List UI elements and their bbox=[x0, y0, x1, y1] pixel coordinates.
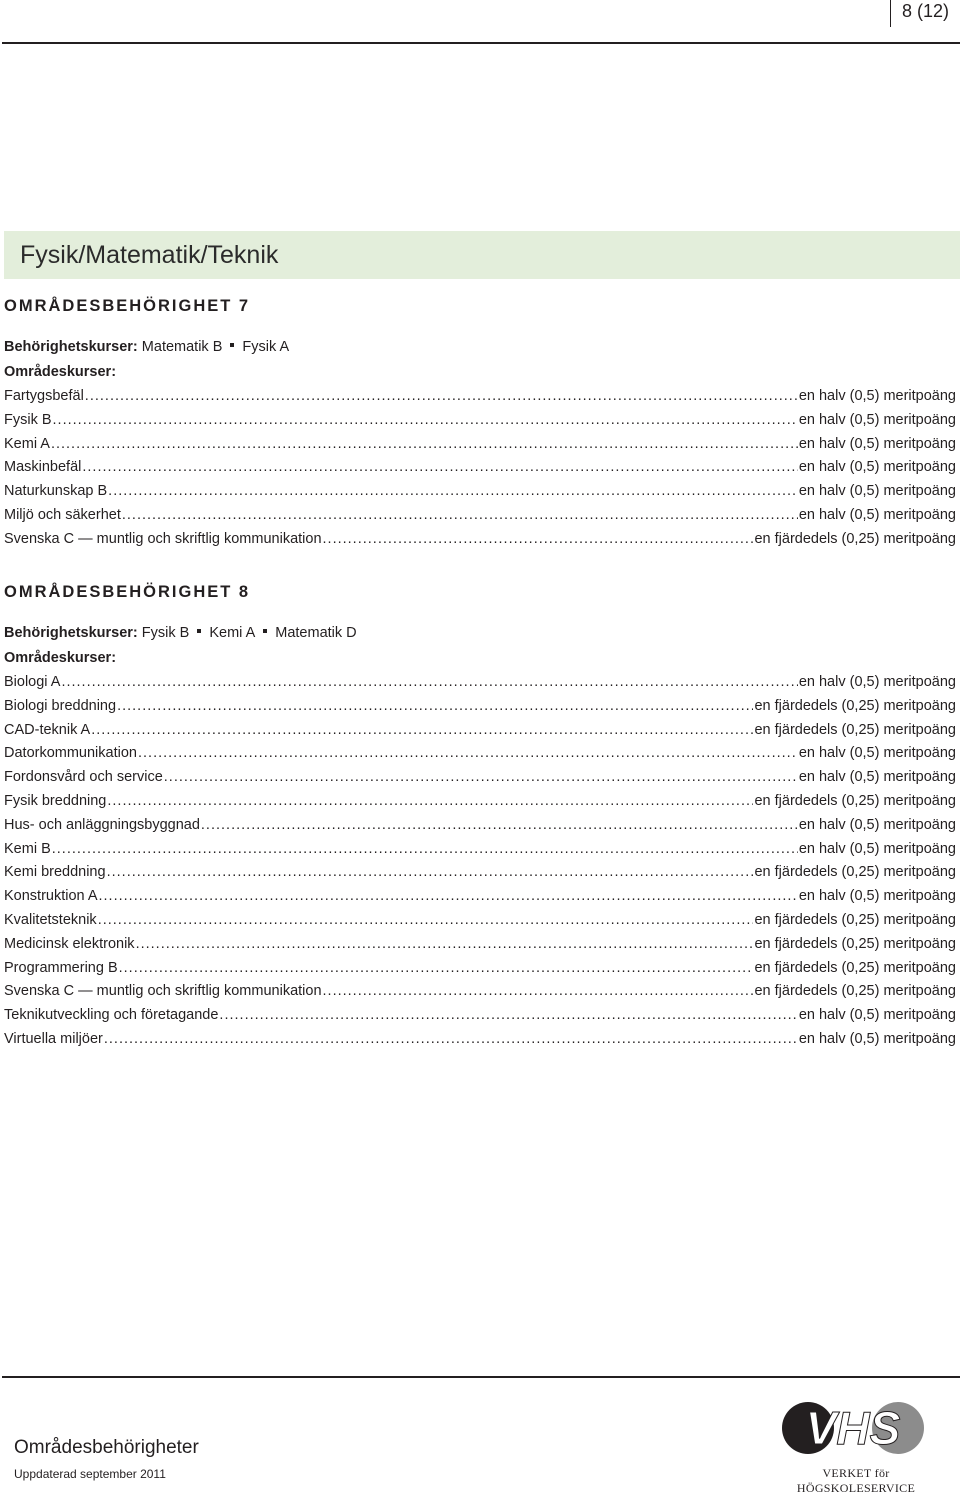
dot-leader bbox=[104, 1028, 798, 1052]
course-row bbox=[4, 790, 956, 814]
course-row bbox=[4, 980, 956, 1004]
omradeskurser-label: Områdeskurser: bbox=[4, 650, 117, 666]
dot-leader bbox=[82, 456, 797, 480]
course-name: CAD-teknik A bbox=[4, 721, 91, 738]
behorighet-course: Matematik B bbox=[141, 339, 223, 355]
section-heading: OMRÅDESBEHÖRIGHET 8 bbox=[4, 583, 251, 601]
behorighetskurser-label: Behörighetskurser: bbox=[4, 625, 138, 641]
merit-value: en fjärdedels (0,25) meritpoäng bbox=[754, 530, 956, 547]
footer-title: Områdesbehörigheter bbox=[14, 1437, 199, 1458]
bottom-rule bbox=[2, 1376, 960, 1378]
course-name: Medicinsk elektronik bbox=[4, 935, 135, 952]
course-name: Programmering B bbox=[4, 959, 118, 976]
course-name: Biologi A bbox=[4, 674, 61, 690]
course-name: Kemi A bbox=[4, 435, 50, 452]
behorighet-course: Kemi A bbox=[209, 625, 256, 641]
dot-leader bbox=[323, 980, 754, 1004]
footer-updated: Uppdaterad september 2011 bbox=[14, 1467, 166, 1481]
merit-value: en fjärdedels (0,25) meritpoäng bbox=[754, 911, 956, 928]
page-number: 8 (12) bbox=[890, 0, 949, 27]
course-name: Maskinbefäl bbox=[4, 459, 82, 476]
course-row bbox=[4, 433, 956, 457]
course-row bbox=[4, 671, 956, 695]
merit-value: en halv (0,5) meritpoäng bbox=[798, 435, 956, 452]
course-list bbox=[4, 385, 956, 552]
merit-value: en halv (0,5) meritpoäng bbox=[798, 769, 956, 786]
section-heading: OMRÅDESBEHÖRIGHET 7 bbox=[4, 297, 251, 315]
dot-leader bbox=[99, 885, 798, 909]
course-row bbox=[4, 885, 956, 909]
course-row bbox=[4, 1028, 956, 1052]
merit-value: en fjärdedels (0,25) meritpoäng bbox=[754, 864, 956, 881]
course-row bbox=[4, 528, 956, 552]
merit-value: en halv (0,5) meritpoäng bbox=[798, 674, 956, 690]
dot-leader bbox=[53, 409, 798, 433]
course-name: Kvalitetsteknik bbox=[4, 911, 97, 928]
dot-leader bbox=[201, 814, 798, 838]
dot-leader bbox=[219, 1004, 797, 1028]
merit-value: en fjärdedels (0,25) meritpoäng bbox=[754, 721, 956, 738]
behorighet-course: Fysik A bbox=[242, 339, 290, 355]
course-row bbox=[4, 504, 956, 528]
course-row bbox=[4, 385, 956, 409]
course-row bbox=[4, 861, 956, 885]
course-row bbox=[4, 719, 956, 743]
course-row bbox=[4, 409, 956, 433]
behorighetskurser-line bbox=[4, 621, 956, 645]
merit-value: en halv (0,5) meritpoäng bbox=[798, 888, 956, 905]
course-row bbox=[4, 456, 956, 480]
course-name: Hus- och anläggningsbyggnad bbox=[4, 816, 200, 833]
merit-value: en halv (0,5) meritpoäng bbox=[798, 459, 956, 476]
course-name: Svenska C — muntlig och skriftlig kommunikation bbox=[4, 530, 322, 547]
course-name: Fordonsvård och service bbox=[4, 769, 163, 786]
top-rule bbox=[2, 42, 960, 44]
course-row bbox=[4, 742, 956, 766]
dot-leader bbox=[323, 528, 754, 552]
merit-value: en halv (0,5) meritpoäng bbox=[798, 1030, 956, 1047]
course-list bbox=[4, 671, 956, 1052]
course-row bbox=[4, 957, 956, 981]
course-name: Kemi breddning bbox=[4, 864, 106, 881]
merit-value: en halv (0,5) meritpoäng bbox=[798, 745, 956, 762]
course-name: Teknikutveckling och företagande bbox=[4, 1007, 219, 1024]
course-row bbox=[4, 695, 956, 719]
dot-leader bbox=[85, 385, 798, 409]
course-name: Svenska C — muntlig och skriftlig kommunikation bbox=[4, 983, 322, 1000]
bullet-separator bbox=[230, 343, 234, 347]
bullet-separator bbox=[263, 629, 267, 633]
behorighetskurser-label: Behörighetskurser: bbox=[4, 339, 138, 355]
merit-value: en halv (0,5) meritpoäng bbox=[798, 411, 956, 428]
dot-leader bbox=[61, 671, 797, 695]
course-row bbox=[4, 838, 956, 862]
behorighet-course: Matematik D bbox=[275, 625, 357, 641]
course-name: Virtuella miljöer bbox=[4, 1030, 103, 1047]
dot-leader bbox=[108, 480, 798, 504]
course-name: Fysik breddning bbox=[4, 792, 107, 809]
dot-leader bbox=[98, 909, 754, 933]
dot-leader bbox=[107, 790, 753, 814]
course-name: Miljö och säkerhet bbox=[4, 506, 121, 523]
merit-value: en halv (0,5) meritpoäng bbox=[798, 388, 956, 404]
course-name: Kemi B bbox=[4, 840, 51, 857]
course-row bbox=[4, 1004, 956, 1028]
logo-caption: VERKET för HÖGSKOLESERVICE bbox=[796, 1466, 916, 1495]
course-name: Fartygsbefäl bbox=[4, 388, 84, 404]
bullet-separator bbox=[197, 629, 201, 633]
dot-leader bbox=[138, 742, 798, 766]
course-row bbox=[4, 909, 956, 933]
course-name: Konstruktion A bbox=[4, 888, 98, 905]
merit-value: en halv (0,5) meritpoäng bbox=[798, 506, 956, 523]
course-row bbox=[4, 933, 956, 957]
category-title: Fysik/Matematik/Teknik bbox=[20, 241, 279, 269]
course-name: Datorkommunikation bbox=[4, 745, 137, 762]
dot-leader bbox=[91, 719, 753, 743]
course-row bbox=[4, 480, 956, 504]
dot-leader bbox=[164, 766, 798, 790]
merit-value: en fjärdedels (0,25) meritpoäng bbox=[754, 983, 956, 1000]
omradeskurser-label: Områdeskurser: bbox=[4, 364, 117, 380]
dot-leader bbox=[52, 838, 798, 862]
dot-leader bbox=[136, 933, 754, 957]
dot-leader bbox=[51, 433, 798, 457]
category-banner bbox=[4, 231, 960, 279]
merit-value: en fjärdedels (0,25) meritpoäng bbox=[754, 959, 956, 976]
section-omradesbehorighet-8 bbox=[4, 583, 956, 1052]
logo-text: VHS bbox=[805, 1402, 901, 1454]
dot-leader bbox=[117, 695, 753, 719]
dot-leader bbox=[122, 504, 798, 528]
merit-value: en fjärdedels (0,25) meritpoäng bbox=[754, 935, 956, 952]
merit-value: en halv (0,5) meritpoäng bbox=[798, 816, 956, 833]
behorighet-course: Fysik B bbox=[141, 625, 190, 641]
merit-value: en halv (0,5) meritpoäng bbox=[798, 840, 956, 857]
course-row bbox=[4, 814, 956, 838]
merit-value: en fjärdedels (0,25) meritpoäng bbox=[754, 792, 956, 809]
merit-value: en fjärdedels (0,25) meritpoäng bbox=[754, 697, 956, 714]
dot-leader bbox=[107, 861, 754, 885]
course-name: Fysik B bbox=[4, 411, 52, 428]
behorighetskurser-line bbox=[4, 335, 956, 359]
dot-leader bbox=[119, 957, 754, 981]
course-row bbox=[4, 766, 956, 790]
merit-value: en halv (0,5) meritpoäng bbox=[798, 1007, 956, 1024]
course-name: Naturkunskap B bbox=[4, 483, 108, 500]
merit-value: en halv (0,5) meritpoäng bbox=[798, 483, 956, 500]
section-omradesbehorighet-7 bbox=[4, 297, 956, 552]
course-name: Biologi breddning bbox=[4, 697, 117, 714]
